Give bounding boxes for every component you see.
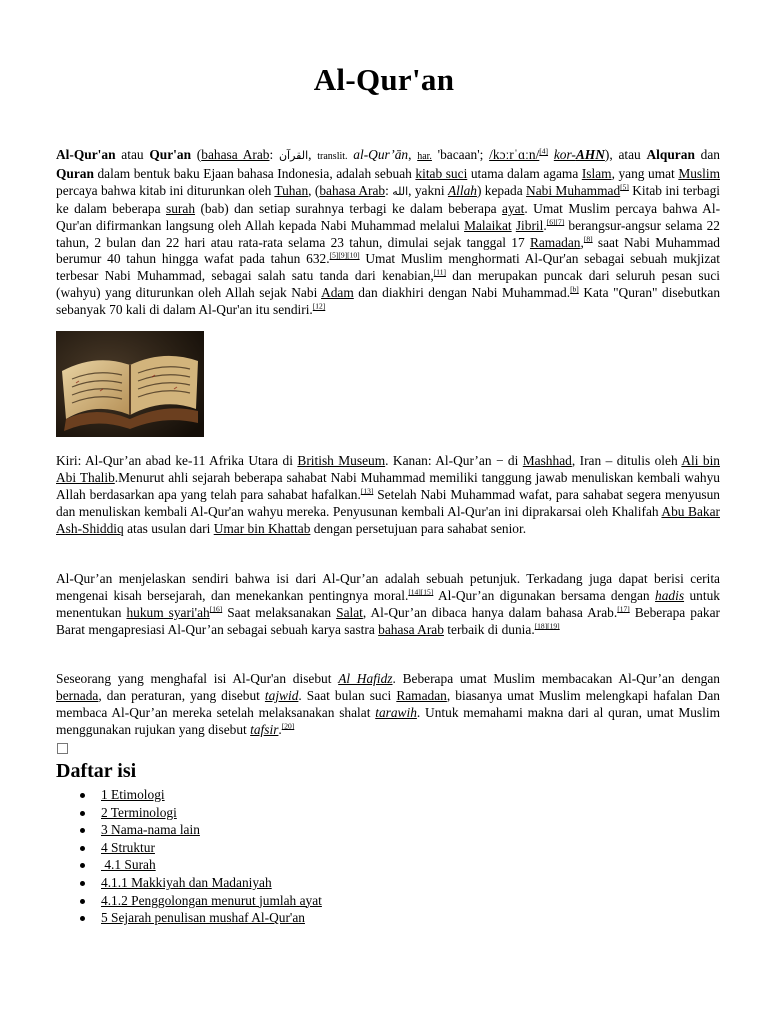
link-allah[interactable]: Allah bbox=[447, 182, 477, 198]
arabic-text-2: الله bbox=[392, 184, 409, 198]
text: : bbox=[269, 147, 279, 162]
text: Umat Muslim menghormati Al-Qur'an sebagai sebuah mukjizat terbesar Nabi Muhammad, sebagai salah satu tanda dari kenabian, bbox=[56, 251, 720, 284]
link-mashhad[interactable]: Mashhad bbox=[522, 453, 572, 468]
text: , biasanya umat Muslim melengkapi hafalan Dan membaca Al-Qur’an mereka setelah melaksanakan shalat bbox=[56, 687, 720, 720]
term-quran: Qur'an bbox=[149, 147, 192, 162]
text: , bbox=[408, 147, 418, 162]
text: terbaik di dunia. bbox=[443, 621, 535, 637]
toc-item bbox=[80, 839, 322, 857]
link-salat[interactable]: Salat bbox=[336, 604, 363, 620]
text: Kiri: Al-Qur’an abad ke-11 Afrika Utara di bbox=[56, 453, 298, 468]
text: Al-Qur’an menjelaskan sendiri bahwa isi dari Al-Qur’an adalah sebuah petunjuk. Terkadang juga dapat berisi cerita mengenai kisah bersejarah, dan menekankan pentingnya moral. bbox=[56, 571, 720, 603]
term-alquran: Alquran bbox=[646, 147, 695, 162]
link-malaikat[interactable]: Malaikat bbox=[464, 217, 512, 233]
page-title: Al-Qur'an bbox=[313, 62, 455, 97]
text: .Menurut ahli sejarah beberapa sahabat Nabi Muhammad memiliki tanggung jawab menuliskan kembali wahyu Allah berdasarkan apa yang telah para sahabat hafalkan. bbox=[56, 469, 720, 502]
link-british-museum[interactable]: British Museum bbox=[297, 453, 386, 468]
link-ayat[interactable]: ayat bbox=[502, 200, 525, 216]
toc-item bbox=[80, 892, 322, 910]
link-ramadan-2[interactable]: Ramadan bbox=[396, 687, 447, 703]
toc-link-nama-nama-lain[interactable]: 3 Nama-nama lain bbox=[101, 822, 200, 838]
text: , bbox=[580, 234, 584, 250]
translit-label: translit. bbox=[317, 151, 348, 162]
toc-link-terminologi[interactable]: 2 Terminologi bbox=[101, 804, 177, 820]
link-ali-bin-abi-thalib[interactable]: Ali bin Abi Thalib bbox=[56, 453, 720, 485]
link-adam[interactable]: Adam bbox=[321, 285, 354, 301]
quran-manuscript-image bbox=[56, 331, 204, 437]
link-har[interactable]: har. bbox=[417, 151, 432, 162]
link-tarawih[interactable]: tarawih bbox=[375, 704, 417, 720]
link-hukum-syariah[interactable]: hukum syari'ah bbox=[126, 604, 210, 620]
ref-b[interactable]: [b] bbox=[570, 284, 579, 294]
link-umar-bin-khattab[interactable]: Umar bin Khattab bbox=[213, 520, 311, 536]
link-pronunciation[interactable]: kor-AHN bbox=[553, 147, 605, 162]
link-tajwid[interactable]: tajwid bbox=[264, 687, 299, 703]
term-al-quran: Al-Qur'an bbox=[56, 147, 116, 162]
link-abu-bakar[interactable]: Abu Bakar Ash-Shiddiq bbox=[56, 503, 720, 536]
paragraph-4 bbox=[56, 671, 720, 739]
text: percaya bahwa kitab ini diturunkan oleh bbox=[56, 182, 275, 198]
text: Kata "Quran" disebutkan sebanyak 70 kali di dalam Al-Qur'an itu sendiri. bbox=[56, 285, 721, 318]
text: saat Nabi Muhammad berumur 40 tahun hingga wafat pada tahun 632. bbox=[56, 234, 720, 267]
ref-4[interactable]: [4] bbox=[539, 146, 549, 156]
ref-20[interactable]: [20] bbox=[281, 721, 295, 731]
text: utama dalam agama bbox=[467, 165, 582, 181]
text: Al-Qur’an digunakan bersama dengan bbox=[433, 587, 656, 603]
text: , Al-Qur’an dibaca hanya dalam bahasa Arab. bbox=[362, 604, 618, 620]
paragraph-3 bbox=[56, 571, 720, 639]
text: Beberapa pakar Barat mengapresiasi Al-Qur’an sebagai sebuah karya sastra bbox=[56, 604, 720, 637]
text: Saat melaksanakan bbox=[222, 604, 337, 620]
ref-11[interactable]: [11] bbox=[433, 267, 446, 277]
text: dengan persetujuan para sahabat senior. bbox=[310, 520, 527, 536]
text: Seseorang yang menghafal isi Al-Qur'an disebut bbox=[56, 671, 339, 686]
toc-item bbox=[80, 786, 322, 804]
link-ramadan[interactable]: Ramadan bbox=[529, 234, 581, 250]
toc-item bbox=[80, 821, 322, 839]
term-quran-baku: Quran bbox=[56, 165, 94, 181]
ref-14-15[interactable]: [14][15] bbox=[408, 587, 434, 597]
link-bahasa-arab-3[interactable]: bahasa Arab bbox=[378, 621, 444, 637]
translit-value: al-Qur’ān bbox=[347, 147, 409, 162]
ref-5[interactable]: [5] bbox=[620, 182, 629, 192]
arabic-text: القرآن bbox=[278, 149, 309, 162]
text: ), atau bbox=[604, 147, 647, 162]
link-tafsir[interactable]: tafsir bbox=[250, 721, 279, 737]
toc-link-sejarah[interactable]: 5 Sejarah penulisan mushaf Al-Qur'an bbox=[101, 910, 305, 926]
text: atau bbox=[115, 147, 150, 162]
link-islam[interactable]: Islam bbox=[581, 165, 612, 181]
text: , Iran – ditulis oleh bbox=[571, 453, 682, 468]
table-of-contents bbox=[80, 786, 322, 927]
text: untuk menentukan bbox=[56, 587, 720, 620]
ref-13[interactable]: [13] bbox=[360, 486, 374, 496]
checkbox-icon[interactable] bbox=[57, 743, 68, 754]
toc-link-penggolongan[interactable]: 4.1.2 Penggolongan menurut jumlah ayat bbox=[101, 892, 322, 908]
ref-12[interactable]: [12] bbox=[312, 301, 326, 311]
link-muslim[interactable]: Muslim bbox=[678, 165, 720, 181]
text: berangsur-angsur selama 22 tahun, 2 bulan dan 22 hari atau rata-rata selama 23 tahun, dimulai sejak tanggal 17 bbox=[56, 217, 720, 250]
text: , ( bbox=[308, 182, 320, 198]
text: dan bbox=[694, 147, 720, 162]
text: . Saat bulan suci bbox=[298, 687, 397, 703]
toc-item bbox=[80, 804, 322, 822]
link-hadis[interactable]: hadis bbox=[655, 587, 685, 603]
text: atas usulan dari bbox=[123, 520, 214, 536]
text: : bbox=[385, 182, 393, 198]
toc-link-makkiyah[interactable]: 4.1.1 Makkiyah dan Madaniyah bbox=[101, 874, 272, 890]
text: 'bacaan'; bbox=[431, 147, 490, 162]
link-jibril[interactable]: Jibril bbox=[515, 217, 544, 233]
ref-8[interactable]: [8] bbox=[583, 234, 593, 244]
text: . Untuk memahami makna dari al quran, umat Muslim menggunakan rujukan yang disebut bbox=[56, 704, 720, 737]
ref-5-9-10[interactable]: [5][9][10] bbox=[329, 250, 360, 260]
intro-paragraph bbox=[56, 147, 720, 319]
ref-17[interactable]: [17] bbox=[617, 604, 630, 614]
text: , bbox=[308, 147, 318, 162]
caption-paragraph bbox=[56, 453, 720, 538]
link-surah[interactable]: surah bbox=[166, 200, 196, 216]
text: dan merupakan puncak dari seluruh pesan suci (wahyu) yang diturunkan oleh Allah sejak Nabi bbox=[56, 268, 720, 301]
text: , yakni bbox=[408, 182, 448, 198]
text: Kitab ini terbagi ke dalam beberapa bbox=[56, 182, 720, 216]
text: ( bbox=[191, 147, 202, 162]
toc-link-surah[interactable]: 4.1 Surah bbox=[101, 857, 156, 873]
link-ipa[interactable]: /kɔːrˈɑːn/ bbox=[489, 147, 540, 162]
toc-item bbox=[80, 856, 322, 874]
text: . Beberapa umat Muslim membacakan Al-Qur’an dengan bbox=[392, 671, 720, 686]
text: dalam bentuk baku Ejaan bahasa Indonesia, adalah sebuah bbox=[93, 165, 416, 181]
toc-link-struktur[interactable]: 4 Struktur bbox=[101, 839, 155, 855]
text: ) kepada bbox=[476, 182, 527, 198]
text: . Umat Muslim percaya bahwa Al-Qur'an difirmankan langsung oleh Allah kepada Nabi Muhammad melalui bbox=[56, 200, 721, 233]
link-bahasa-arab[interactable]: bahasa Arab bbox=[201, 147, 270, 162]
toc-heading: Daftar isi bbox=[56, 760, 137, 782]
link-tuhan[interactable]: Tuhan bbox=[274, 182, 309, 198]
link-bahasa-arab-2[interactable]: bahasa Arab bbox=[319, 182, 386, 198]
ref-16[interactable]: [16] bbox=[209, 604, 223, 614]
link-kitab-suci[interactable]: kitab suci bbox=[415, 165, 468, 181]
text: (bab) dan setiap surahnya terbagi ke dalam beberapa bbox=[195, 200, 503, 216]
text: Setelah Nabi Muhammad wafat, para sahabat segera menyusun dan menuliskan kembali Al-Qur'an wahyu mereka. Penyusunan kembali Al-Qur'an ini diprakarsai oleh Khalifah bbox=[56, 486, 720, 519]
text: , yang umat bbox=[611, 165, 679, 181]
ref-6-7[interactable]: [6][7] bbox=[546, 217, 565, 227]
toc-item bbox=[80, 874, 322, 892]
toc-item bbox=[80, 909, 322, 927]
text: . bbox=[278, 721, 282, 737]
link-al-hafidz[interactable]: Al Hafidz bbox=[338, 671, 393, 686]
link-bernada[interactable]: bernada bbox=[56, 687, 99, 703]
text: . bbox=[543, 217, 547, 233]
link-nabi-muhammad[interactable]: Nabi Muhammad bbox=[526, 182, 621, 198]
text: dan diakhiri dengan Nabi Muhammad. bbox=[353, 285, 571, 301]
text: , dan peraturan, yang disebut bbox=[98, 687, 265, 703]
ref-18-19[interactable]: [18][19] bbox=[534, 621, 560, 631]
text: . Kanan: Al-Qur’an − di bbox=[385, 453, 523, 468]
toc-link-etimologi[interactable]: 1 Etimologi bbox=[101, 787, 165, 802]
